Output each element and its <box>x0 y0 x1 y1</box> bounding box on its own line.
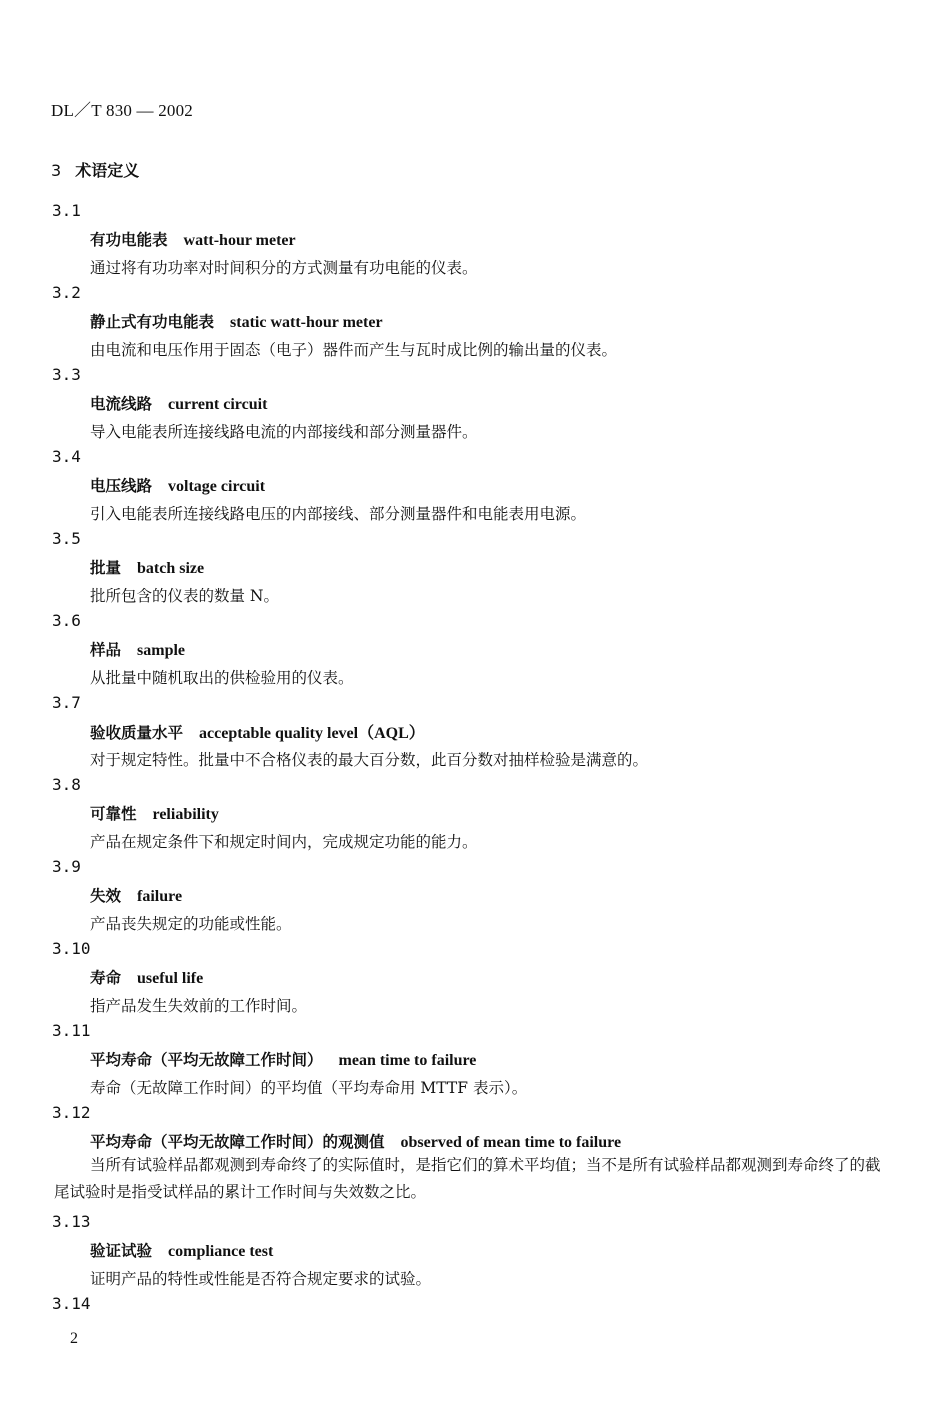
term-number: 3.8 <box>52 775 81 794</box>
term-name-en: failure <box>137 888 183 905</box>
term-name-en: acceptable quality level（AQL） <box>199 725 425 742</box>
term-definition: 当所有试验样品都观测到寿命终了的实际值时，是指它们的算术平均值；当不是所有试验样品都观测到寿命终了的截尾试验时是指受试样品的累计工作时间与失效数之比。 <box>54 1156 881 1201</box>
term-definition: 导入电能表所连接线路电流的内部接线和部分测量器件。 <box>90 423 478 441</box>
term-definition: 证明产品的特性或性能是否符合规定要求的试验。 <box>90 1270 432 1288</box>
term-number: 3.13 <box>52 1212 91 1231</box>
term-name-cn: 电流线路 <box>90 395 153 413</box>
section-heading <box>51 158 139 181</box>
term-name-en: mean time to failure <box>338 1052 477 1069</box>
term-number: 3.3 <box>52 365 81 384</box>
term-name-cn: 有功电能表 <box>90 231 168 249</box>
term-name-cn: 平均寿命（平均无故障工作时间）的观测值 <box>90 1133 385 1151</box>
term-number: 3.14 <box>52 1294 91 1313</box>
term-number: 3.6 <box>52 611 81 630</box>
term-name <box>90 556 204 578</box>
term-name <box>90 1130 621 1152</box>
term-name <box>90 720 425 743</box>
section-number: 3 <box>51 161 62 180</box>
term-definition: 产品丧失规定的功能或性能。 <box>90 915 292 933</box>
term-name-cn: 失效 <box>90 887 122 905</box>
term-name-cn: 验收质量水平 <box>90 724 184 742</box>
term-name-en: static watt-hour meter <box>230 314 383 331</box>
term-name <box>90 1239 273 1261</box>
term-name <box>90 228 296 250</box>
term-name-cn: 平均寿命（平均无故障工作时间） <box>90 1051 323 1069</box>
term-number: 3.7 <box>52 693 81 712</box>
term-name-cn: 可靠性 <box>90 805 137 823</box>
term-name <box>90 1048 476 1070</box>
term-number: 3.1 <box>52 201 81 220</box>
term-name-cn: 电压线路 <box>90 477 153 495</box>
term-definition: 批所包含的仪表的数量 N。 <box>90 587 279 605</box>
term-name-cn: 静止式有功电能表 <box>90 313 215 331</box>
term-number: 3.2 <box>52 283 81 302</box>
term-name <box>90 638 185 660</box>
page-number: 2 <box>70 1330 78 1347</box>
term-number: 3.4 <box>52 447 81 466</box>
term-name-en: voltage circuit <box>168 478 266 495</box>
section-title: 术语定义 <box>75 161 140 180</box>
term-definition: 从批量中随机取出的供检验用的仪表。 <box>90 669 354 687</box>
term-number: 3.9 <box>52 857 81 876</box>
term-name <box>90 392 267 414</box>
term-number: 3.11 <box>52 1021 91 1040</box>
term-name <box>90 474 265 496</box>
term-name-cn: 批量 <box>90 559 122 577</box>
term-name-en: reliability <box>152 806 219 823</box>
term-definition: 对于规定特性。批量中不合格仪表的最大百分数，此百分数对抽样检验是满意的。 <box>90 751 649 769</box>
term-definition: 通过将有功功率对时间积分的方式测量有功电能的仪表。 <box>90 259 478 277</box>
term-name-cn: 样品 <box>90 641 122 659</box>
term-name-cn: 验证试验 <box>90 1242 153 1260</box>
term-name-cn: 寿命 <box>90 969 122 987</box>
term-name-en: batch size <box>137 560 205 577</box>
term-name-en: sample <box>137 642 186 659</box>
term-name-en: current circuit <box>168 396 268 413</box>
document-code: DL／T 830 — 2002 <box>51 101 193 120</box>
term-number: 3.12 <box>52 1103 91 1122</box>
term-number: 3.5 <box>52 529 81 548</box>
term-name <box>90 310 383 332</box>
term-definition: 指产品发生失效前的工作时间。 <box>90 997 308 1015</box>
term-number: 3.10 <box>52 939 91 958</box>
term-name <box>90 802 219 824</box>
term-name-en: compliance test <box>168 1243 274 1260</box>
term-name <box>90 966 203 988</box>
term-definition: 寿命（无故障工作时间）的平均值（平均寿命用 MTTF 表示）。 <box>90 1079 528 1097</box>
term-name-en: observed of mean time to failure <box>400 1134 622 1151</box>
term-name <box>90 884 182 906</box>
term-definition: 引入电能表所连接线路电压的内部接线、部分测量器件和电能表用电源。 <box>90 505 587 523</box>
term-definition: 由电流和电压作用于固态（电子）器件而产生与瓦时成比例的输出量的仪表。 <box>90 341 618 359</box>
term-name-en: watt-hour meter <box>183 232 296 249</box>
term-definition: 产品在规定条件下和规定时间内，完成规定功能的能力。 <box>90 833 478 851</box>
term-name-en: useful life <box>137 970 204 987</box>
